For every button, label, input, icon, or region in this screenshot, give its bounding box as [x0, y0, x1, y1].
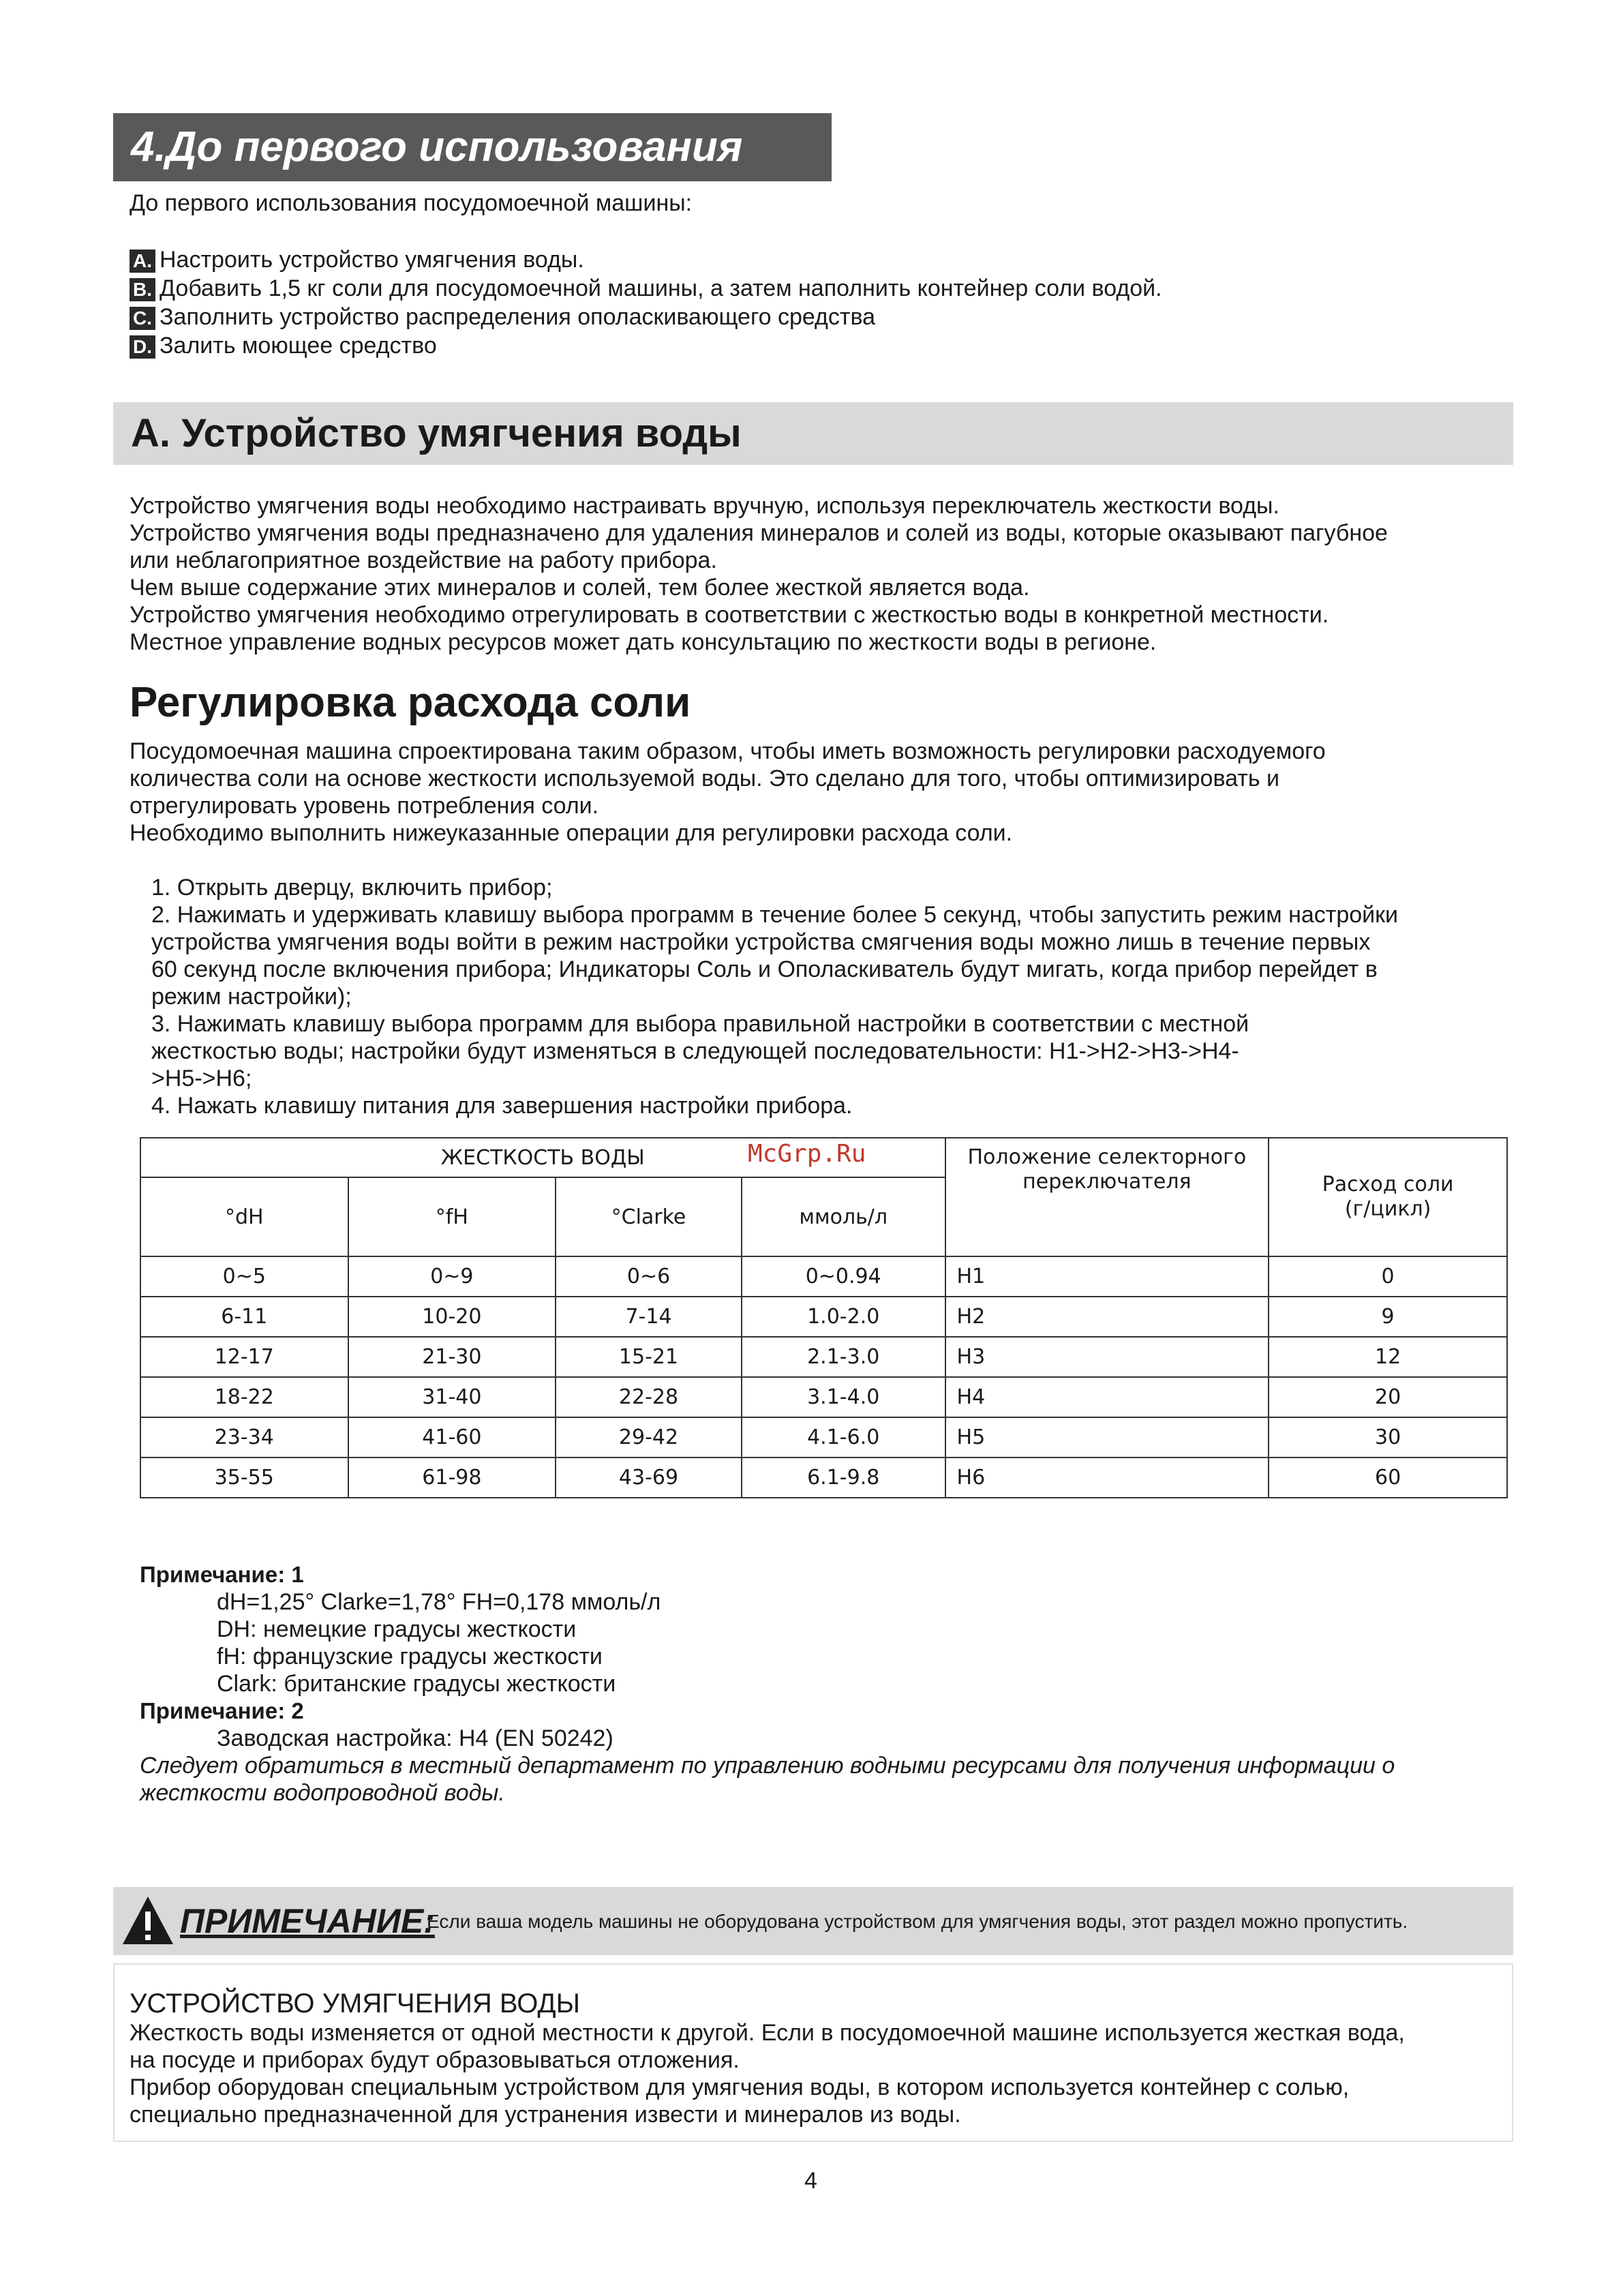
cell-clarke: 29-42	[556, 1417, 742, 1457]
cell-salt: 12	[1269, 1337, 1507, 1377]
cell-salt: 60	[1269, 1457, 1507, 1498]
cell-clarke: 22-28	[556, 1377, 742, 1417]
cell-mmol: 1.0-2.0	[742, 1297, 945, 1337]
cell-fh: 10-20	[348, 1297, 556, 1337]
table-row	[140, 1256, 1507, 1297]
cell-position: H3	[945, 1337, 1269, 1377]
cell-position: H4	[945, 1377, 1269, 1417]
softener-line: Устройство умягчения необходимо отрегулировать в соответствии с жесткостью воды в конкретной местности.	[130, 602, 1329, 628]
note2-title: Примечание: 2	[140, 1698, 304, 1723]
step-text: Заполнить устройство распределения ополаскивающего средства	[160, 304, 876, 330]
cell-mmol: 0~0.94	[742, 1256, 945, 1297]
cell-clarke: 15-21	[556, 1337, 742, 1377]
cell-mmol: 2.1-3.0	[742, 1337, 945, 1377]
softener-line: Чем выше содержание этих минералов и солей, тем более жесткой является вода.	[130, 575, 1030, 601]
salt-line: Посудомоечная машина спроектирована таким образом, чтобы иметь возможность регулировки расходуемого	[130, 738, 1326, 764]
note2-italic: жесткости водопроводной воды.	[140, 1780, 505, 1806]
procedure-line: режим настройки);	[151, 984, 352, 1010]
table-row	[140, 1457, 1507, 1498]
watermark: McGrp.Ru	[748, 1140, 866, 1168]
procedure-line: жесткостью воды; настройки будут изменяться в следующей последовательности: H1->H2->H3->H4-	[151, 1038, 1239, 1064]
note1-line: dH=1,25° Clarke=1,78° FH=0,178 ммоль/л	[217, 1589, 661, 1615]
cell-dh: 35-55	[140, 1457, 348, 1498]
box-line: на посуде и приборах будут образовываться отложения.	[130, 2047, 740, 2073]
cell-dh: 18-22	[140, 1377, 348, 1417]
cell-mmol: 6.1-9.8	[742, 1457, 945, 1498]
step-b	[130, 274, 1162, 303]
salt-line: отрегулировать уровень потребления соли.	[130, 793, 599, 819]
warning-label: ПРИМЕЧАНИЕ:	[180, 1902, 435, 1940]
hardness-table	[140, 1137, 1508, 1498]
warning-text: Если ваша модель машины не оборудована устройством для умягчения воды, этот раздел можно пропустить.	[427, 1911, 1408, 1932]
unit-dh: °dH	[140, 1177, 348, 1256]
intro-text: До первого использования посудомоечной машины:	[130, 190, 693, 216]
warning-bar	[113, 1887, 1513, 1955]
cell-mmol: 3.1-4.0	[742, 1377, 945, 1417]
cell-clarke: 43-69	[556, 1457, 742, 1498]
cell-fh: 31-40	[348, 1377, 556, 1417]
col-position-header: Положение селекторного переключателя	[945, 1138, 1269, 1256]
group-header-text: ЖЕСТКОСТЬ ВОДЫ	[440, 1145, 645, 1170]
cell-mmol: 4.1-6.0	[742, 1417, 945, 1457]
cell-position: H1	[945, 1256, 1269, 1297]
procedure-line: устройства умягчения воды войти в режим настройки устройства смягчения воды можно лишь в течение первых	[151, 929, 1371, 955]
note1-line: DH: немецкие градусы жесткости	[217, 1616, 577, 1642]
box-body	[130, 2019, 1405, 2128]
step-badge: A.	[130, 250, 155, 273]
procedure-line: 4. Нажать клавишу питания для завершения настройки прибора.	[151, 1093, 853, 1119]
box-line: Жесткость воды изменяется от одной местности к другой. Если в посудомоечной машине используется жесткая вода,	[130, 2020, 1405, 2046]
box-line: Прибор оборудован специальным устройством для умягчения воды, в котором используется контейнер с солью,	[130, 2074, 1350, 2100]
softener-line: Устройство умягчения воды предназначено для удаления минералов и солей из воды, которые оказывают пагубное	[130, 520, 1388, 546]
softener-line: Местное управление водных ресурсов может дать консультацию по жесткости воды в регионе.	[130, 629, 1157, 655]
cell-fh: 61-98	[348, 1457, 556, 1498]
section-header: 4.До первого использования	[113, 113, 832, 181]
salt-header: Регулировка расхода соли	[130, 679, 691, 726]
salt-line: Необходимо выполнить нижеуказанные операции для регулировки расхода соли.	[130, 820, 1013, 846]
unit-clarke: °Clarke	[556, 1177, 742, 1256]
table-row	[140, 1297, 1507, 1337]
note2-italic: Следует обратиться в местный департамент по управлению водными ресурсами для получения информации о	[140, 1753, 1395, 1779]
cell-dh: 23-34	[140, 1417, 348, 1457]
note1-title: Примечание: 1	[140, 1562, 304, 1587]
cell-fh: 41-60	[348, 1417, 556, 1457]
table-group-header	[140, 1138, 945, 1177]
cell-position: H5	[945, 1417, 1269, 1457]
softener-body	[130, 492, 1388, 656]
step-badge: D.	[130, 335, 155, 359]
note1-body	[217, 1588, 661, 1697]
cell-position: H2	[945, 1297, 1269, 1337]
step-badge: B.	[130, 278, 155, 301]
procedure-line: 3. Нажимать клавишу выбора программ для выбора правильной настройки в соответствии с местной	[151, 1011, 1249, 1037]
table-row	[140, 1417, 1507, 1457]
procedure-line: 2. Нажимать и удерживать клавишу выбора программ в течение более 5 секунд, чтобы запустить режим настройки	[151, 902, 1399, 928]
cell-clarke: 0~6	[556, 1256, 742, 1297]
step-c	[130, 303, 1162, 331]
softener-line: Устройство умягчения воды необходимо настраивать вручную, используя переключатель жесткости воды.	[130, 493, 1279, 519]
cell-salt: 20	[1269, 1377, 1507, 1417]
unit-fh: °fH	[348, 1177, 556, 1256]
cell-fh: 21-30	[348, 1337, 556, 1377]
procedure	[151, 874, 1398, 1119]
cell-fh: 0~9	[348, 1256, 556, 1297]
box-line: специально предназначенной для устранения извести и минералов из воды.	[130, 2102, 961, 2128]
page-number: 4	[804, 2168, 817, 2194]
cell-dh: 6-11	[140, 1297, 348, 1337]
note2-line: Заводская настройка: H4 (EN 50242)	[217, 1725, 613, 1751]
table-row	[140, 1337, 1507, 1377]
cell-position: H6	[945, 1457, 1269, 1498]
box-title: УСТРОЙСТВО УМЯГЧЕНИЯ ВОДЫ	[130, 1989, 580, 2019]
step-a	[130, 245, 1162, 274]
note1-line: Clark: британские градусы жесткости	[217, 1671, 616, 1697]
cell-dh: 12-17	[140, 1337, 348, 1377]
unit-mmol: ммоль/л	[742, 1177, 945, 1256]
step-badge: C.	[130, 307, 155, 330]
col-salt-header: Расход соли (г/цикл)	[1269, 1138, 1507, 1256]
cell-salt: 9	[1269, 1297, 1507, 1337]
cell-clarke: 7-14	[556, 1297, 742, 1337]
cell-salt: 30	[1269, 1417, 1507, 1457]
step-d	[130, 331, 1162, 360]
salt-line: количества соли на основе жесткости используемой воды. Это сделано для того, чтобы оптимизировать и	[130, 766, 1280, 791]
table-row	[140, 1377, 1507, 1417]
cell-salt: 0	[1269, 1256, 1507, 1297]
step-text: Добавить 1,5 кг соли для посудомоечной машины, а затем наполнить контейнер соли водой.	[160, 275, 1162, 301]
softener-line: или неблагоприятное воздействие на работу прибора.	[130, 547, 717, 573]
procedure-line: 1. Открыть дверцу, включить прибор;	[151, 875, 553, 901]
procedure-line: 60 секунд после включения прибора; Индикаторы Соль и Ополаскиватель будут мигать, когда прибор перейдет в	[151, 956, 1378, 982]
softener-info-box	[113, 1963, 1513, 2142]
cell-dh: 0~5	[140, 1256, 348, 1297]
softener-header: A. Устройство умягчения воды	[113, 402, 1513, 465]
procedure-line: >H5->H6;	[151, 1066, 252, 1091]
salt-body	[130, 738, 1326, 847]
warning-icon	[121, 1894, 175, 1947]
note1-line: fH: французские градусы жесткости	[217, 1644, 603, 1670]
step-text: Залить моющее средство	[160, 333, 437, 359]
steps-list	[130, 245, 1162, 360]
step-text: Настроить устройство умягчения воды.	[160, 247, 584, 273]
